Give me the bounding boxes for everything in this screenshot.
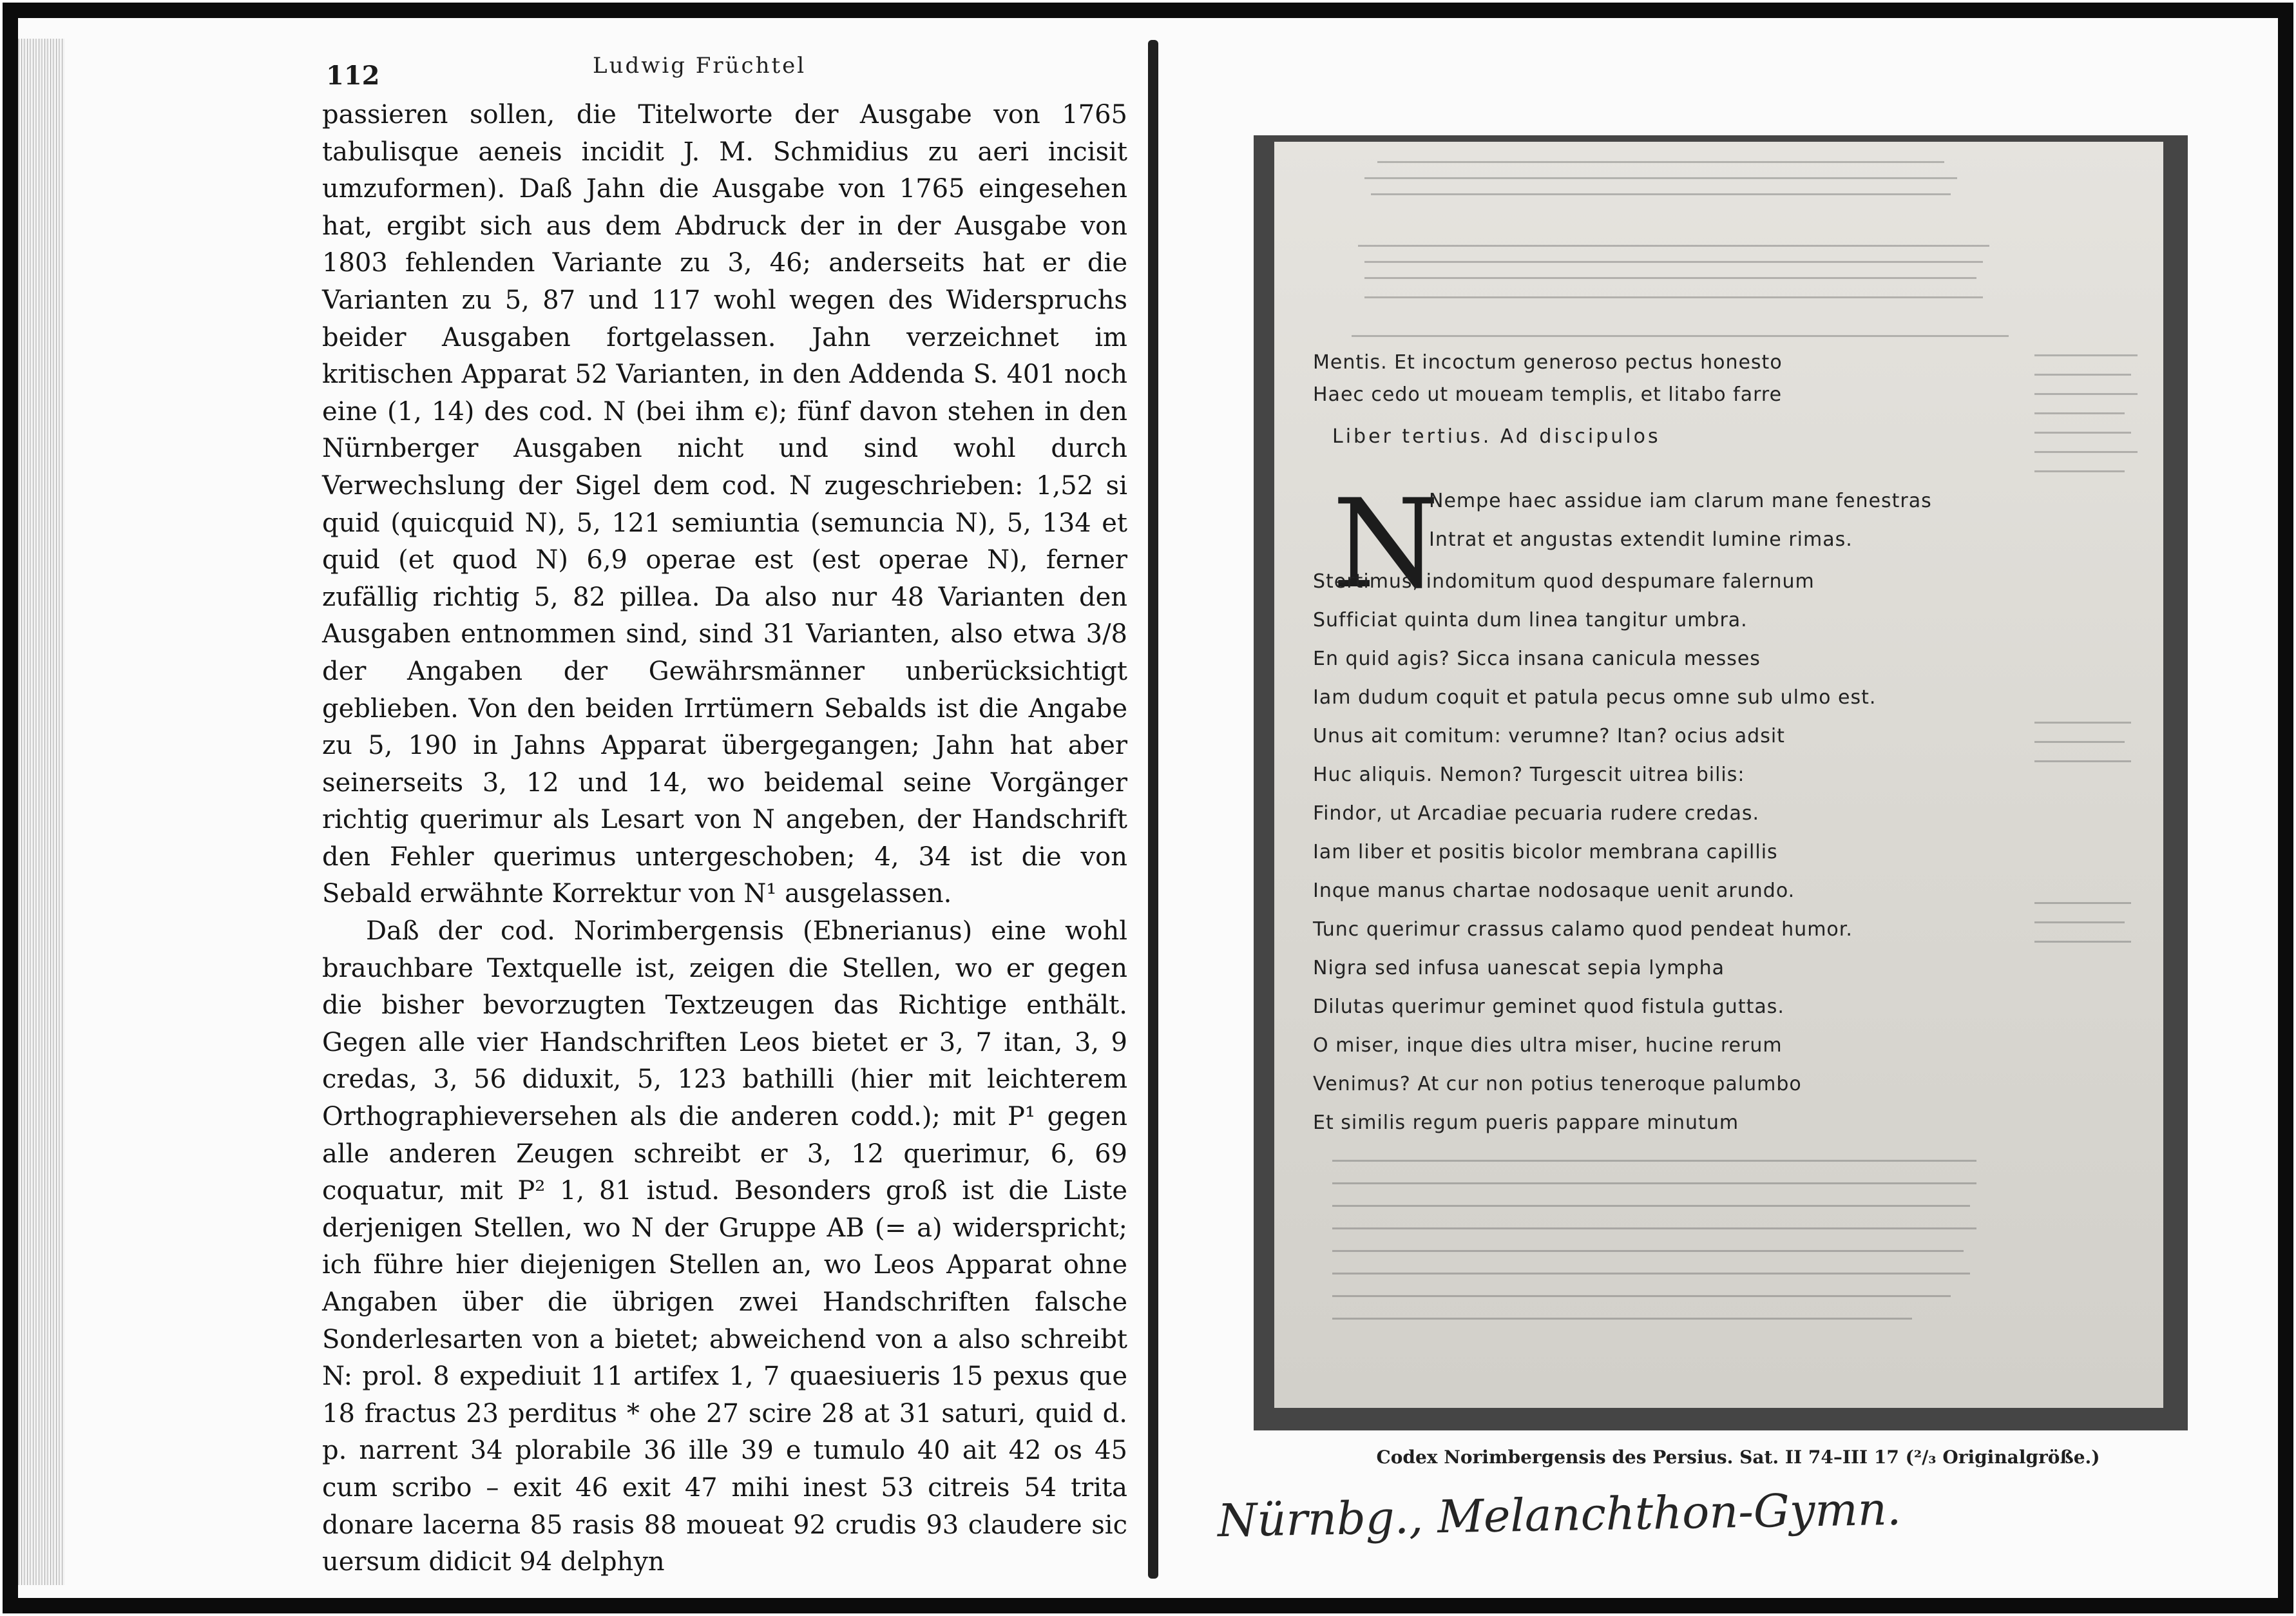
margin-gloss [2034,760,2131,762]
margin-gloss [2034,393,2138,395]
manuscript-line: Venimus? At cur non potius teneroque palumbo [1313,1073,1802,1095]
margin-gloss [2034,374,2131,376]
manuscript-line: Iam dudum coquit et patula pecus omne sub ulmo est. [1313,686,1877,709]
plate-caption: Codex Norimbergensis des Persius. Sat. II 74–III 17 (²/₃ Originalgröße.) [1376,1447,2100,1468]
manuscript-line: Tunc querimur crassus calamo quod pendeat humor. [1313,918,1853,941]
margin-gloss [2034,470,2125,472]
handwritten-location-note: Nürnbg., Melanchthon-Gymn. [1217,1482,1902,1548]
manuscript-line: Stertimus, indomitum quod despumare falernum [1313,570,1815,593]
manuscript-line: Et similis regum pueris pappare minutum [1313,1111,1739,1134]
manuscript-line: Dilutas querimur geminet quod fistula guttas. [1313,996,1784,1018]
scholia-line [1332,1318,1912,1320]
manuscript-plate [1254,135,2188,1430]
margin-gloss [2034,921,2125,923]
scholia-line [1332,1205,1970,1207]
scholia-line [1332,1273,1970,1275]
page-number: 112 [326,61,380,91]
margin-gloss [2034,741,2125,743]
margin-gloss [2034,902,2131,904]
running-head-author: Ludwig Früchtel [593,53,807,79]
margin-gloss [2034,354,2138,356]
manuscript-line: Findor, ut Arcadiae pecuaria rudere credas. [1313,802,1760,825]
manuscript-line: Unus ait comitum: verumne? Itan? ocius adsit [1313,725,1785,747]
manuscript-line: Haec cedo ut moueam templis, et litabo farre [1313,383,1783,406]
manuscript-line: O miser, inque dies ultra miser, hucine rerum [1313,1034,1783,1057]
page-edge-shadow [18,39,64,1585]
margin-gloss [2034,722,2131,724]
manuscript-line: En quid agis? Sicca insana canicula messes [1313,648,1761,670]
paragraph-1: passieren sollen, die Titelworte der Ausgabe von 1765 tabulisque aeneis incidit J. M. Schmidius zu aeri incisit umzuformen). Daß Jahn die Ausgabe von 1765 eingesehen hat, ergibt sich aus dem Abdruck der in der Ausgabe von 1803 fehlenden Variante zu 3, 46; anderseits hat er die Varianten zu 5, 87 und 117 wohl wegen des Widerspruchs beider Ausgaben fortgelassen. Jahn verzeichnet im kritischen Apparat 52 Varianten, in den Addenda S. 401 noch eine (1, 14) des cod. N (bei ihm ϵ); fünf davon stehen in den Nürnberger Ausgaben nicht und sind wohl durch Verwechslung der Sigel dem cod. N zugeschrieben: 1,52 si quid (quicquid N), 5, 121 semiuntia (semuncia N), 5, 134 et quid (et quod N) 6,9 operae est (est operae N), ferner zufällig richtig 5, 82 pillea. Da also nur 48 Varianten den Ausgaben entnommen sind, sind 31 Varianten, also etwa 3/8 der Angaben der Gewährsmänner unberücksichtigt geblieben. Von den beiden Irrtümern Sebalds ist die Angabe zu 5, 190 in Jahns Apparat übergegangen; Jahn hat aber seinerseits 3, 12 und 14, wo beidemal seine Vorgänger richtig querimur als Lesart von N angeben, der Handschrift den Fehler querimus untergeschoben; 4, 34 ist die von Sebald erwähnte Korrektur von N¹ ausgelassen. [322,100,1127,909]
scholia-line [1358,245,1989,247]
manuscript-line: Nigra sed infusa uanescat sepia lympha [1313,957,1725,979]
manuscript-line: Iam liber et positis bicolor membrana capillis [1313,841,1778,863]
scholia-line [1332,1182,1976,1184]
margin-gloss [2034,941,2131,943]
scholia-line [1352,335,2009,337]
left-page [322,39,1127,1581]
manuscript-initial: N [1332,473,1440,615]
manuscript-facsimile [1274,142,2163,1408]
scholia-line [1371,193,1951,195]
body-text [322,97,1127,1581]
margin-gloss [2034,432,2131,434]
scholia-line [1364,277,1976,279]
scholia-line [1364,177,1957,179]
manuscript-line: Huc aliquis. Nemon? Turgescit uitrea bilis: [1313,764,1745,786]
scholia-line [1332,1160,1976,1162]
scholia-line [1332,1250,1964,1252]
book-gutter [1148,40,1158,1579]
scholia-line [1364,261,1983,263]
manuscript-line: Liber tertius. Ad discipulos [1332,425,1661,448]
scholia-line [1364,296,1983,298]
scholia-line [1332,1227,1976,1229]
manuscript-line: Mentis. Et incoctum generoso pectus honesto [1313,351,1783,374]
margin-gloss [2034,412,2125,414]
right-page [1236,135,2241,1572]
margin-gloss [2034,451,2138,453]
paragraph-2: Daß der cod. Norimbergensis (Ebnerianus) eine wohl brauchbare Textquelle ist, zeigen die Stellen, wo er gegen die bisher bevorzugten Textzeugen das Richtige enthält. Gegen alle vier Handschriften Leos bietet er 3, 7 itan, 3, 9 credas, 3, 56 diduxit, 5, 123 bathilli (hier mit leichterem Orthographieversehen als die anderen codd.); mit P¹ gegen alle anderen Zeugen schreibt er 3, 12 querimur, 6, 69 coquatur, mit P² 1, 81 istud. Besonders groß ist die Liste derjenigen Stellen, wo N der Gruppe AB (= a) widerspricht; ich führe hier diejenigen Stellen an, wo Leos Apparat ohne Angaben über die übrigen zwei Handschriften falsche Sonderlesarten von a bietet; abweichend von a also schreibt N: prol. 8 expediuit 11 artifex 1, 7 quaesiueris 15 pexus que 18 fractus 23 perditus * ohe 27 scire 28 at 31 saturi, quid d. p. narrent 34 plorabile 36 ille 39 e tumulo 40 ait 42 os 45 cum scribo – exit 46 exit 47 mihi inest 53 citreis 54 trita donare lacerna 85 rasis 88 moueat 92 crudis 93 claudere sic uersum didicit 94 delphyn [322,916,1127,1577]
manuscript-line: Sufficiat quinta dum linea tangitur umbra. [1313,609,1748,631]
running-head [322,39,1127,97]
scholia-line [1377,161,1944,163]
manuscript-line: Intrat et angustas extendit lumine rimas. [1429,528,1853,551]
scholia-line [1332,1295,1951,1297]
manuscript-line: Nempe haec assidue iam clarum mane fenestras [1429,490,1932,512]
manuscript-line: Inque manus chartae nodosaque uenit arundo. [1313,880,1795,902]
